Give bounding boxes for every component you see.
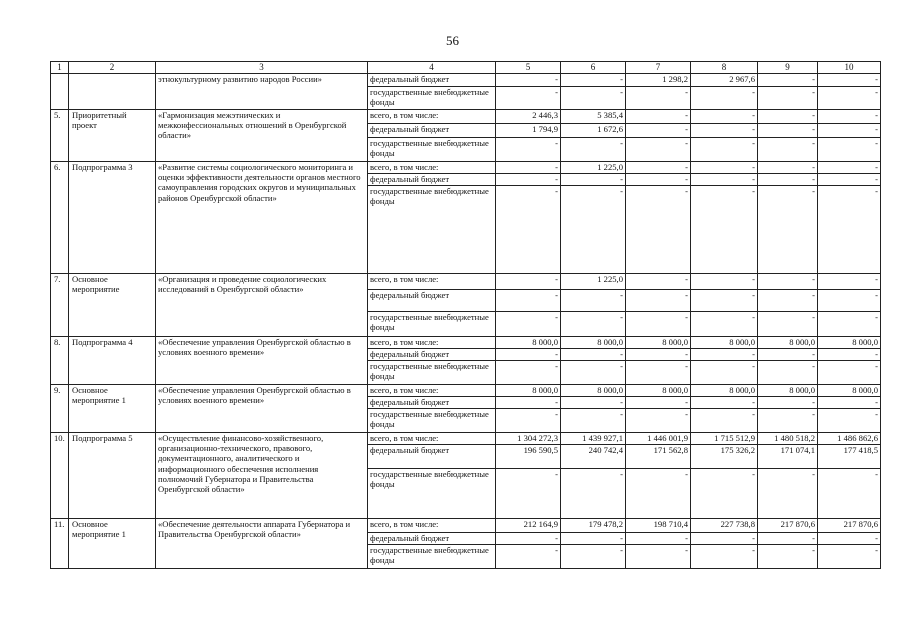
amount-cell: - <box>818 124 881 138</box>
amount-cell: - <box>818 162 881 174</box>
amount-cell: - <box>818 110 881 124</box>
amount-cell: 8 000,0 <box>626 385 691 397</box>
amount-cell: - <box>818 469 881 519</box>
table-row <box>51 110 881 124</box>
funding-source: государственные внебюджетные фонды <box>368 186 496 274</box>
budget-table <box>50 61 881 569</box>
funding-source: федеральный бюджет <box>368 445 496 469</box>
amount-cell: - <box>626 533 691 545</box>
amount-cell: - <box>496 290 561 312</box>
amount-cell: 8 000,0 <box>758 385 818 397</box>
amount-cell: - <box>691 110 758 124</box>
item-name: «Развитие системы социологического мониторинга и оценки эффективности деятельности органов местного самоуправления городских округов и муниципальных районов Оренбургской области» <box>156 162 368 274</box>
amount-cell: - <box>561 349 626 361</box>
amount-cell: - <box>496 397 561 409</box>
funding-source: всего, в том числе: <box>368 433 496 445</box>
funding-source: федеральный бюджет <box>368 290 496 312</box>
amount-cell: 8 000,0 <box>818 337 881 349</box>
amount-cell: - <box>691 469 758 519</box>
amount-cell: 171 562,8 <box>626 445 691 469</box>
funding-source: всего, в том числе: <box>368 274 496 290</box>
amount-cell: - <box>818 74 881 87</box>
amount-cell: 1 225,0 <box>561 274 626 290</box>
column-header: 2 <box>69 62 156 74</box>
funding-source: всего, в том числе: <box>368 162 496 174</box>
funding-source: государственные внебюджетные фонды <box>368 312 496 337</box>
column-header: 1 <box>51 62 69 74</box>
item-name: «Организация и проведение социологических исследований в Оренбургской области» <box>156 274 368 337</box>
amount-cell: 8 000,0 <box>561 385 626 397</box>
amount-cell: - <box>758 349 818 361</box>
amount-cell: 212 164,9 <box>496 519 561 533</box>
amount-cell: - <box>691 162 758 174</box>
row-number: 8. <box>51 337 69 385</box>
amount-cell: - <box>758 138 818 162</box>
amount-cell: - <box>496 162 561 174</box>
column-header: 5 <box>496 62 561 74</box>
amount-cell: - <box>818 312 881 337</box>
amount-cell: - <box>561 397 626 409</box>
column-header: 10 <box>818 62 881 74</box>
amount-cell: 5 385,4 <box>561 110 626 124</box>
item-type: Подпрограмма 3 <box>69 162 156 274</box>
amount-cell: - <box>818 533 881 545</box>
amount-cell: - <box>691 124 758 138</box>
amount-cell: - <box>626 290 691 312</box>
amount-cell: 171 074,1 <box>758 445 818 469</box>
amount-cell: - <box>496 533 561 545</box>
amount-cell: 8 000,0 <box>561 337 626 349</box>
funding-source: федеральный бюджет <box>368 533 496 545</box>
amount-cell: - <box>496 409 561 433</box>
amount-cell: - <box>496 186 561 274</box>
table-body <box>51 62 881 569</box>
amount-cell: 8 000,0 <box>691 337 758 349</box>
amount-cell: 8 000,0 <box>626 337 691 349</box>
amount-cell: - <box>758 469 818 519</box>
funding-source: федеральный бюджет <box>368 349 496 361</box>
amount-cell: 1 480 518,2 <box>758 433 818 445</box>
amount-cell: - <box>691 174 758 186</box>
amount-cell: - <box>561 361 626 385</box>
row-number: 9. <box>51 385 69 433</box>
column-header: 8 <box>691 62 758 74</box>
amount-cell: 8 000,0 <box>758 337 818 349</box>
item-name: «Обеспечение управления Оренбургской областью в условиях военного времени» <box>156 385 368 433</box>
amount-cell: - <box>626 545 691 569</box>
row-number: 10. <box>51 433 69 519</box>
item-type: Основное мероприятие 1 <box>69 519 156 569</box>
amount-cell: - <box>496 469 561 519</box>
amount-cell: - <box>561 290 626 312</box>
amount-cell: 1 225,0 <box>561 162 626 174</box>
amount-cell: - <box>691 349 758 361</box>
amount-cell: - <box>691 533 758 545</box>
amount-cell: 240 742,4 <box>561 445 626 469</box>
item-type <box>69 74 156 110</box>
amount-cell: - <box>626 186 691 274</box>
amount-cell: 1 715 512,9 <box>691 433 758 445</box>
funding-source: федеральный бюджет <box>368 124 496 138</box>
funding-source: государственные внебюджетные фонды <box>368 409 496 433</box>
amount-cell: 1 439 927,1 <box>561 433 626 445</box>
funding-source: государственные внебюджетные фонды <box>368 87 496 110</box>
column-header: 4 <box>368 62 496 74</box>
amount-cell: - <box>626 349 691 361</box>
amount-cell: 2 967,6 <box>691 74 758 87</box>
amount-cell: - <box>758 533 818 545</box>
amount-cell: - <box>626 274 691 290</box>
column-header: 7 <box>626 62 691 74</box>
amount-cell: - <box>691 138 758 162</box>
amount-cell: - <box>758 312 818 337</box>
amount-cell: - <box>626 312 691 337</box>
table-row <box>51 274 881 290</box>
amount-cell: 8 000,0 <box>496 385 561 397</box>
item-type: Основное мероприятие <box>69 274 156 337</box>
funding-source: всего, в том числе: <box>368 337 496 349</box>
amount-cell: - <box>626 361 691 385</box>
item-type: Основное мероприятие 1 <box>69 385 156 433</box>
funding-source: всего, в том числе: <box>368 519 496 533</box>
amount-cell: 1 672,6 <box>561 124 626 138</box>
amount-cell: - <box>818 274 881 290</box>
table-row <box>51 385 881 397</box>
amount-cell: - <box>496 545 561 569</box>
amount-cell: - <box>561 138 626 162</box>
amount-cell: - <box>626 174 691 186</box>
amount-cell: - <box>691 290 758 312</box>
amount-cell: - <box>561 409 626 433</box>
funding-source: государственные внебюджетные фонды <box>368 469 496 519</box>
table-row <box>51 519 881 533</box>
amount-cell: - <box>758 397 818 409</box>
amount-cell: - <box>758 124 818 138</box>
amount-cell: - <box>626 397 691 409</box>
table-row <box>51 433 881 445</box>
funding-source: федеральный бюджет <box>368 174 496 186</box>
amount-cell: - <box>691 87 758 110</box>
table-row <box>51 162 881 174</box>
amount-cell: - <box>758 74 818 87</box>
amount-cell: - <box>758 290 818 312</box>
item-name: «Обеспечение управления Оренбургской областью в условиях военного времени» <box>156 337 368 385</box>
item-name: «Осуществление финансово-хозяйственного, организационно-технического, правового, документационного, аналитического и информационного обеспечения исполнения полномочий Губернатора и Правительства Оренбургской области» <box>156 433 368 519</box>
row-number: 11. <box>51 519 69 569</box>
amount-cell: - <box>818 409 881 433</box>
amount-cell: - <box>758 174 818 186</box>
amount-cell: 196 590,5 <box>496 445 561 469</box>
amount-cell: 1 298,2 <box>626 74 691 87</box>
amount-cell: - <box>818 138 881 162</box>
row-number <box>51 74 69 110</box>
amount-cell: - <box>691 545 758 569</box>
amount-cell: - <box>758 409 818 433</box>
funding-source: государственные внебюджетные фонды <box>368 545 496 569</box>
item-name: «Обеспечение деятельности аппарата Губернатора и Правительства Оренбургской области» <box>156 519 368 569</box>
funding-source: всего, в том числе: <box>368 110 496 124</box>
amount-cell: - <box>691 361 758 385</box>
amount-cell: - <box>496 87 561 110</box>
item-type: Приоритетный проект <box>69 110 156 162</box>
amount-cell: 177 418,5 <box>818 445 881 469</box>
amount-cell: - <box>818 186 881 274</box>
funding-source: федеральный бюджет <box>368 74 496 87</box>
amount-cell: - <box>496 138 561 162</box>
column-header: 6 <box>561 62 626 74</box>
amount-cell: 179 478,2 <box>561 519 626 533</box>
amount-cell: - <box>818 87 881 110</box>
amount-cell: 1 794,9 <box>496 124 561 138</box>
amount-cell: - <box>691 186 758 274</box>
funding-source: федеральный бюджет <box>368 397 496 409</box>
amount-cell: - <box>496 174 561 186</box>
amount-cell: - <box>818 290 881 312</box>
amount-cell: 175 326,2 <box>691 445 758 469</box>
amount-cell: - <box>758 361 818 385</box>
amount-cell: - <box>626 124 691 138</box>
amount-cell: - <box>626 409 691 433</box>
amount-cell: - <box>758 87 818 110</box>
amount-cell: 227 738,8 <box>691 519 758 533</box>
amount-cell: - <box>561 174 626 186</box>
funding-source: всего, в том числе: <box>368 385 496 397</box>
column-header: 9 <box>758 62 818 74</box>
amount-cell: 8 000,0 <box>691 385 758 397</box>
amount-cell: - <box>758 186 818 274</box>
row-number: 6. <box>51 162 69 274</box>
amount-cell: - <box>758 110 818 124</box>
funding-source: государственные внебюджетные фонды <box>368 361 496 385</box>
item-type: Подпрограмма 5 <box>69 433 156 519</box>
funding-source: государственные внебюджетные фонды <box>368 138 496 162</box>
amount-cell: - <box>818 545 881 569</box>
amount-cell: - <box>691 274 758 290</box>
amount-cell: - <box>626 110 691 124</box>
amount-cell: - <box>818 174 881 186</box>
amount-cell: 198 710,4 <box>626 519 691 533</box>
amount-cell: - <box>758 162 818 174</box>
amount-cell: 1 486 862,6 <box>818 433 881 445</box>
amount-cell: - <box>496 274 561 290</box>
amount-cell: - <box>496 74 561 87</box>
amount-cell: - <box>561 186 626 274</box>
amount-cell: - <box>561 87 626 110</box>
page-number: 56 <box>446 33 459 48</box>
amount-cell: - <box>626 469 691 519</box>
amount-cell: 8 000,0 <box>496 337 561 349</box>
column-header: 3 <box>156 62 368 74</box>
amount-cell: - <box>496 312 561 337</box>
amount-cell: - <box>758 274 818 290</box>
amount-cell: - <box>496 349 561 361</box>
amount-cell: - <box>691 312 758 337</box>
amount-cell: - <box>691 397 758 409</box>
amount-cell: - <box>691 409 758 433</box>
amount-cell: - <box>626 138 691 162</box>
amount-cell: - <box>561 74 626 87</box>
amount-cell: - <box>758 545 818 569</box>
amount-cell: - <box>626 162 691 174</box>
amount-cell: 1 446 001,9 <box>626 433 691 445</box>
amount-cell: - <box>818 361 881 385</box>
amount-cell: - <box>561 533 626 545</box>
item-name: «Гармонизация межэтнических и межконфессиональных отношений в Оренбургской области» <box>156 110 368 162</box>
amount-cell: - <box>496 361 561 385</box>
item-type: Подпрограмма 4 <box>69 337 156 385</box>
amount-cell: 217 870,6 <box>818 519 881 533</box>
amount-cell: - <box>561 469 626 519</box>
table-row <box>51 337 881 349</box>
row-number: 7. <box>51 274 69 337</box>
amount-cell: - <box>561 312 626 337</box>
item-name: этнокультурному развитию народов России» <box>156 74 368 110</box>
amount-cell: - <box>818 349 881 361</box>
amount-cell: - <box>561 545 626 569</box>
amount-cell: 217 870,6 <box>758 519 818 533</box>
amount-cell: - <box>626 87 691 110</box>
table-row <box>51 74 881 87</box>
amount-cell: - <box>818 397 881 409</box>
column-number-row <box>51 62 881 74</box>
amount-cell: 8 000,0 <box>818 385 881 397</box>
amount-cell: 2 446,3 <box>496 110 561 124</box>
amount-cell: 1 304 272,3 <box>496 433 561 445</box>
row-number: 5. <box>51 110 69 162</box>
